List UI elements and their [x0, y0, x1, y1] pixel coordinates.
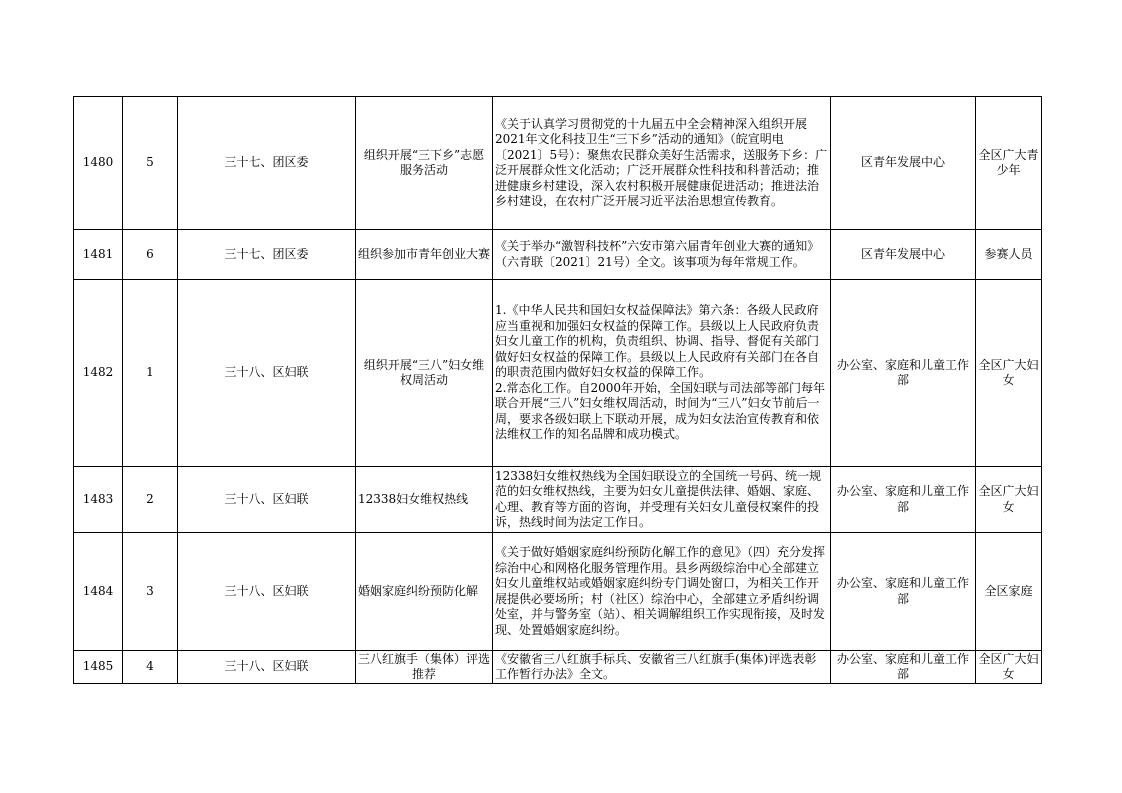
cell-unit: 办公室、家庭和儿童工作部 — [831, 280, 976, 467]
cell-sub: 3 — [123, 533, 178, 651]
cell-sub: 2 — [123, 467, 178, 533]
cell-no: 1482 — [74, 280, 123, 467]
cell-target: 参赛人员 — [976, 230, 1042, 280]
cell-no: 1483 — [74, 467, 123, 533]
cell-unit: 办公室、家庭和儿童工作部 — [831, 533, 976, 651]
cell-dept: 三十八、区妇联 — [178, 651, 356, 684]
service-table — [73, 96, 1042, 684]
cell-dept: 三十八、区妇联 — [178, 533, 356, 651]
cell-unit: 办公室、家庭和儿童工作部 — [831, 467, 976, 533]
table-row — [74, 467, 1042, 533]
cell-no: 1480 — [74, 97, 123, 230]
cell-item: 12338妇女维权热线 — [356, 467, 493, 533]
cell-item: 三八红旗手（集体）评选推荐 — [356, 651, 493, 684]
cell-basis: 12338妇女维权热线为全国妇联设立的全国统一号码、统一规范的妇女维权热线，主要为妇女儿童提供法律、婚姻、家庭、心理、教育等方面的咨询，并受理有关妇女儿童侵权案件的投诉，热线时间为法定工作日。 — [493, 467, 831, 533]
cell-item: 组织参加市青年创业大赛 — [356, 230, 493, 280]
cell-target: 全区广大青少年 — [976, 97, 1042, 230]
table-row — [74, 97, 1042, 230]
cell-basis: 《关于举办“激智科技杯”六安市第六届青年创业大赛的通知》（六青联〔2021〕21号）全文。该事项为每年常规工作。 — [493, 230, 831, 280]
cell-no: 1485 — [74, 651, 123, 684]
cell-basis: 《关于认真学习贯彻党的十九届五中全会精神深入组织开展2021年文化科技卫生“三下乡”活动的通知》（皖宣明电〔2021〕5号）：聚焦农民群众美好生活需求，送服务下乡：广泛开展群众性文化活动；广泛开展群众性科技和科普活动；推进健康乡村建设，深入农村积极开展健康促进活动；推进法治乡村建设，在农村广泛开展习近平法治思想宣传教育。 — [493, 97, 831, 230]
table-row — [74, 533, 1042, 651]
cell-basis: 《关于做好婚姻家庭纠纷预防化解工作的意见》（四）充分发挥综治中心和网格化服务管理作用。县乡两级综治中心全部建立妇女儿童维权站或婚姻家庭纠纷专门调处窗口，为相关工作开展提供必要场所；村（社区）综治中心，全部建立矛盾纠纷调处室，并与警务室（站）、相关调解组织工作实现衔接，及时发现、处置婚姻家庭纠纷。 — [493, 533, 831, 651]
table-row — [74, 280, 1042, 467]
cell-target: 全区广大妇女 — [976, 280, 1042, 467]
cell-sub: 1 — [123, 280, 178, 467]
cell-dept: 三十八、区妇联 — [178, 467, 356, 533]
cell-item: 婚姻家庭纠纷预防化解 — [356, 533, 493, 651]
cell-unit: 区青年发展中心 — [831, 97, 976, 230]
cell-sub: 6 — [123, 230, 178, 280]
cell-basis: 《安徽省三八红旗手标兵、安徽省三八红旗手(集体)评选表彰工作暂行办法》全文。 — [493, 651, 831, 684]
cell-basis: 1.《中华人民共和国妇女权益保障法》第六条：各级人民政府应当重视和加强妇女权益的保障工作。县级以上人民政府负责妇女儿童工作的机构，负责组织、协调、指导、督促有关部门做好妇女权益的保障工作。县级以上人民政府有关部门在各自的职责范围内做好妇女权益的保障工作。 2.常态化工作。自2000年开始，全国妇联与司法部等部门每年联合开展“三八”妇女维权周活动，时间为“三八”妇女节前后一周，要求各级妇联上下联动开展，成为妇女法治宣传教育和依法维权工作的知名品牌和成功模式。 — [493, 280, 831, 467]
cell-item: 组织开展“三下乡”志愿服务活动 — [356, 97, 493, 230]
cell-unit: 办公室、家庭和儿童工作部 — [831, 651, 976, 684]
cell-unit: 区青年发展中心 — [831, 230, 976, 280]
cell-target: 全区广大妇女 — [976, 651, 1042, 684]
cell-no: 1481 — [74, 230, 123, 280]
cell-sub: 4 — [123, 651, 178, 684]
cell-item: 组织开展“三八”妇女维权周活动 — [356, 280, 493, 467]
cell-target: 全区广大妇女 — [976, 467, 1042, 533]
cell-no: 1484 — [74, 533, 123, 651]
cell-sub: 5 — [123, 97, 178, 230]
cell-dept: 三十七、团区委 — [178, 97, 356, 230]
cell-dept: 三十八、区妇联 — [178, 280, 356, 467]
table-row — [74, 651, 1042, 684]
table-row — [74, 230, 1042, 280]
cell-target: 全区家庭 — [976, 533, 1042, 651]
cell-dept: 三十七、团区委 — [178, 230, 356, 280]
